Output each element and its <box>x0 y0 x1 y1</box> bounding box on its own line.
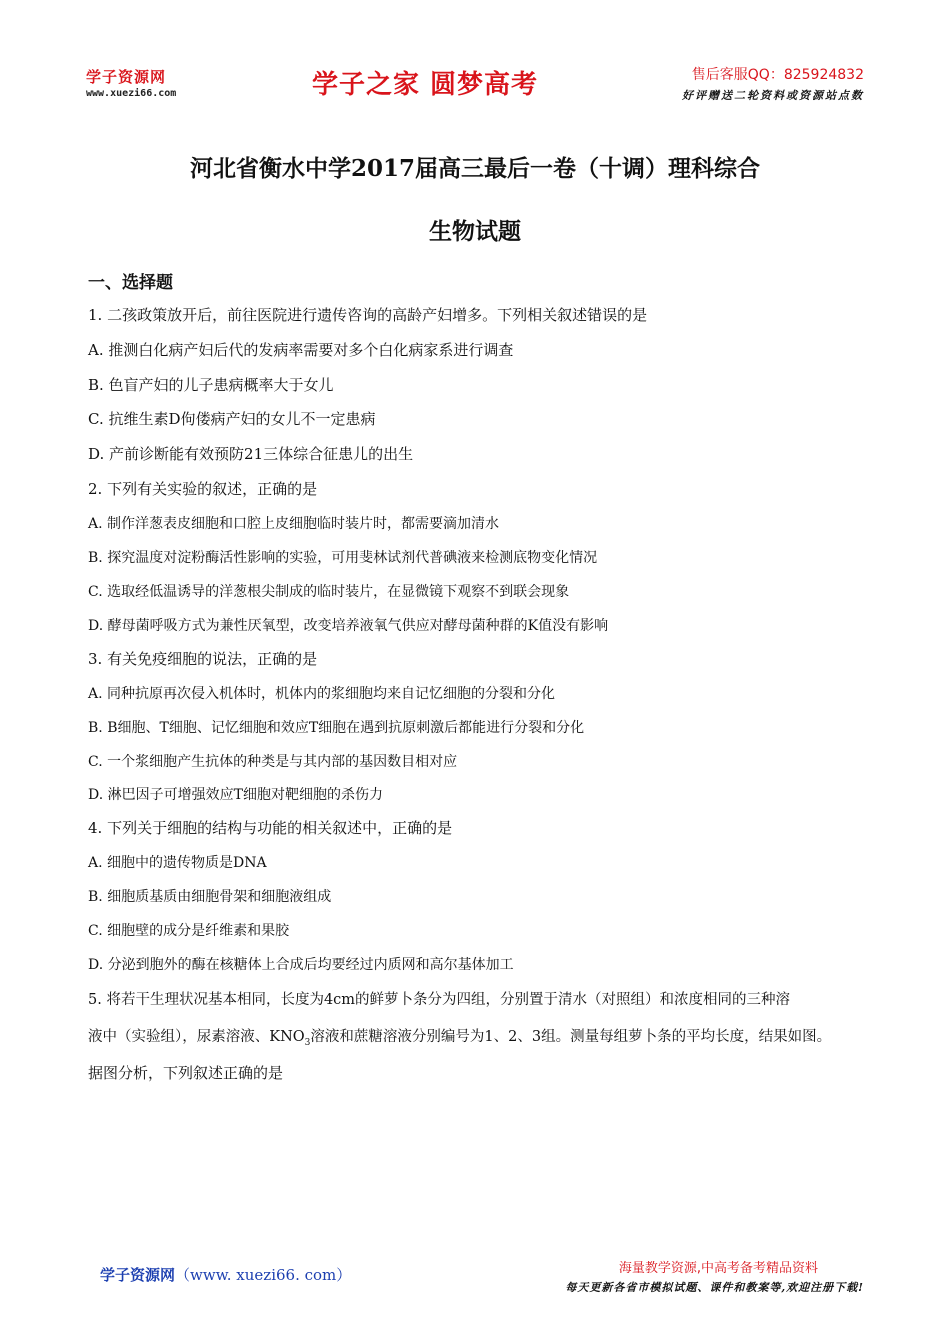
question-1-option-d: D. 产前诊断能有效预防21三体综合征患儿的出生 <box>88 445 414 463</box>
question-1-stem: 1. 二孩政策放开后，前往医院进行遗传咨询的高龄产妇增多。下列相关叙述错误的是 <box>88 306 648 324</box>
question-4-option-a: A. 细胞中的遗传物质是DNA <box>88 855 267 871</box>
footer-brand-name: 学子资源网 <box>100 1266 176 1284</box>
question-2-stem: 2. 下列有关实验的叙述，正确的是 <box>88 480 318 498</box>
question-3-option-d: D. 淋巴因子可增强效应T细胞对靶细胞的杀伤力 <box>88 787 383 803</box>
question-3-option-b: B. B细胞、T细胞、记忆细胞和效应T细胞在遇到抗原刺激后都能进行分裂和分化 <box>88 720 585 736</box>
header-contact <box>682 64 864 103</box>
section-heading: 一、选择题 <box>88 273 173 293</box>
question-5-line-2b: 溶液和蔗糖溶液分别编号为1、2、3组。测量每组萝卜条的平均长度，结果如图。 <box>310 1029 832 1045</box>
header-slogan: 学子之家 圆梦高考 <box>312 70 539 100</box>
question-1-option-a: A. 推测白化病产妇后代的发病率需要对多个白化病家系进行调查 <box>88 341 514 359</box>
question-4-option-d: D. 分泌到胞外的酶在核糖体上合成后均要经过内质网和高尔基体加工 <box>88 957 514 973</box>
question-4-option-b: B. 细胞质基质由细胞骨架和细胞液组成 <box>88 889 332 905</box>
site-logo[interactable] <box>86 66 176 99</box>
question-1-option-c: C. 抗维生素D佝偻病产妇的女儿不一定患病 <box>88 410 376 428</box>
question-1-option-b: B. 色盲产妇的儿子患病概率大于女儿 <box>88 376 334 394</box>
question-5-line-2 <box>88 1025 831 1048</box>
question-2-option-b: B. 探究温度对淀粉酶活性影响的实验，可用斐林试剂代普碘液来检测底物变化情况 <box>88 550 598 566</box>
question-5-line-2a: 液中（实验组），尿素溶液、KNO <box>88 1029 305 1045</box>
question-4-stem: 4. 下列关于细胞的结构与功能的相关叙述中，正确的是 <box>88 819 453 837</box>
footer-brand[interactable] <box>100 1264 351 1285</box>
question-3-stem: 3. 有关免疫细胞的说法，正确的是 <box>88 650 318 668</box>
footer-promo <box>565 1257 864 1295</box>
brand-name: 学子资源网 <box>86 68 167 86</box>
question-2-option-c: C. 选取经低温诱导的洋葱根尖制成的临时装片，在显微镜下观察不到联会现象 <box>88 584 570 600</box>
question-5-line-1: 5. 将若干生理状况基本相同，长度为4cm的鲜萝卜条分为四组，分别置于清水（对照组）和浓度相同的三种溶 <box>88 992 791 1008</box>
question-2-option-d: D. 酵母菌呼吸方式为兼性厌氧型，改变培养液氧气供应对酵母菌种群的K值没有影响 <box>88 618 609 634</box>
header-note: 好评赠送二轮资料或资源站点数 <box>682 89 864 102</box>
document-subtitle: 生物试题 <box>429 218 521 245</box>
question-5-line-3: 据图分析，下列叙述正确的是 <box>88 1064 284 1082</box>
brand-url: www.xuezi66.com <box>86 88 177 99</box>
question-3-option-a: A. 同种抗原再次侵入机体时，机体内的浆细胞均来自记忆细胞的分裂和分化 <box>88 686 556 702</box>
customer-service-qq: 售后客服QQ：825924832 <box>691 67 864 83</box>
question-5-subscript: 3 <box>304 1037 311 1048</box>
page-header <box>0 58 950 108</box>
footer-promo-line-2: 每天更新各省市模拟试题、课件和教案等,欢迎注册下载! <box>565 1281 864 1294</box>
footer-promo-line-1: 海量教学资源,中高考备考精品资料 <box>618 1261 818 1276</box>
question-2-option-a: A. 制作洋葱表皮细胞和口腔上皮细胞临时装片时，都需要滴加清水 <box>88 516 500 532</box>
question-3-option-c: C. 一个浆细胞产生抗体的种类是与其内部的基因数目相对应 <box>88 754 458 770</box>
question-4-option-c: C. 细胞壁的成分是纤维素和果胶 <box>88 923 290 939</box>
footer-url: （www. xuezi66. com） <box>175 1266 352 1284</box>
document-title: 河北省衡水中学2017届高三最后一卷（十调）理科综合 <box>189 155 760 182</box>
